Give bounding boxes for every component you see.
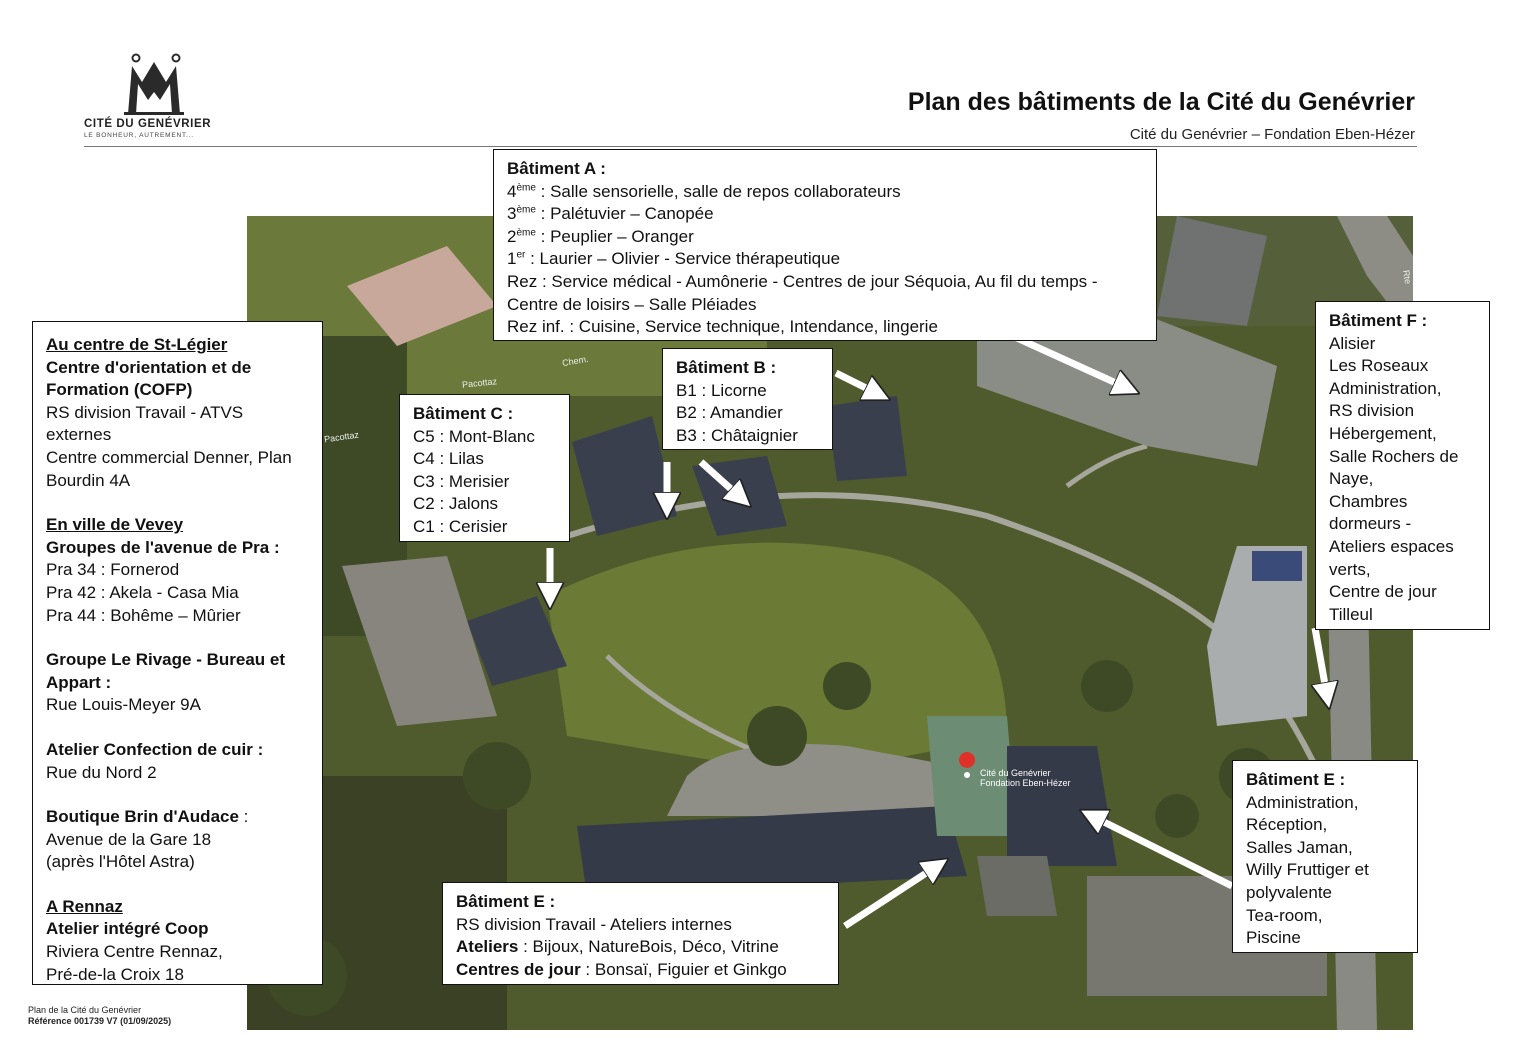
s6-line1: Riviera Centre Rennaz,	[46, 942, 223, 962]
s3-line1: Rue Louis-Meyer 9A	[46, 695, 201, 715]
bat-f-line: Les Roseaux	[1329, 356, 1429, 376]
s4-heading: Atelier Confection de cuir :	[46, 739, 264, 759]
bat-c-item: C1 : Cerisier	[413, 516, 508, 536]
bat-e-right-line: Salles Jaman,	[1246, 837, 1353, 857]
s1-line2: Centre commercial Denner, Plan Bourdin 4A	[46, 447, 292, 490]
bat-c-item: C3 : Merisier	[413, 471, 510, 491]
page-subtitle: Cité du Genévrier – Fondation Eben-Hézer	[1129, 126, 1415, 143]
s2-line1: Pra 34 : Fornerod	[46, 560, 180, 580]
bat-f-line: Centre de jour	[1329, 582, 1437, 602]
s4-line1: Rue du Nord 2	[46, 762, 157, 782]
batiment-e-bottom-label	[442, 882, 839, 985]
logo	[84, 52, 224, 144]
bat-c-item: C4 : Lilas	[413, 449, 484, 469]
s1-subheading: Centre d'orientation et de Formation (COFP)	[46, 357, 252, 400]
bat-a-floor2: 2ème : Peuplier – Oranger	[507, 226, 694, 246]
batiment-a-label	[493, 149, 1157, 341]
bat-f-line: verts,	[1329, 559, 1371, 579]
s5-colon: :	[238, 807, 249, 827]
s5-line2: (après l'Hôtel Astra)	[46, 852, 195, 872]
bat-f-line: Chambres	[1329, 491, 1408, 511]
footer-reference: Référence 001739 V7 (01/09/2025)	[28, 1016, 172, 1026]
footer-line1: Plan de la Cité du Genévrier	[28, 1005, 142, 1015]
bat-e-right-line: polyvalente	[1246, 882, 1333, 902]
bat-e-bottom-ateliers: Ateliers : Bijoux, NatureBois, Déco, Vitrine	[456, 937, 779, 957]
logo-tagline: LE BONHEUR, AUTREMENT...	[84, 132, 194, 139]
bat-a-floor4: 4ème : Salle sensorielle, salle de repos collaborateurs	[507, 181, 901, 201]
bat-e-bottom-heading: Bâtiment E :	[456, 892, 556, 911]
s1-line1: RS division Travail - ATVS externes	[46, 402, 244, 445]
batiment-b-label	[662, 348, 833, 450]
bat-a-rez-inf: Rez inf. : Cuisine, Service technique, Intendance, lingerie	[507, 317, 938, 337]
s1-heading: Au centre de St-Légier	[46, 335, 228, 354]
bat-e-bottom-line1: RS division Travail - Ateliers internes	[456, 914, 732, 934]
s6-heading: A Rennaz	[46, 896, 123, 916]
s5-heading-row	[46, 806, 309, 829]
bat-f-line: Administration,	[1329, 378, 1442, 398]
bat-e-right-line: Réception,	[1246, 815, 1328, 835]
map-pin-label	[980, 768, 1071, 788]
bat-e-bottom-centres: Centres de jour : Bonsaï, Figuier et Ginkgo	[456, 959, 787, 979]
page-title: Plan des bâtiments de la Cité du Genévrier	[907, 88, 1415, 116]
bat-a-rez: Rez : Service médical - Aumônerie - Centres de jour Séquoia, Au fil du temps - Centre de loisirs – Salle Pléiades	[507, 271, 1098, 314]
bat-b-item: B1 : Licorne	[676, 380, 767, 400]
batiment-e-right-label	[1232, 760, 1418, 953]
batiment-c-label	[399, 394, 570, 542]
s5-heading: Boutique Brin d'Audace	[46, 807, 239, 827]
bat-b-item: B2 : Amandier	[676, 403, 783, 423]
road-label-pacottaz-2: Pacottaz	[323, 429, 360, 445]
road-label-rte: Rte	[1400, 269, 1414, 285]
bat-f-line: dormeurs -	[1329, 514, 1412, 534]
road-label-chem: Chem.	[561, 353, 590, 369]
bat-f-line: RS division	[1329, 401, 1415, 421]
bat-f-line: Salle Rochers de	[1329, 446, 1459, 466]
logo-name: CITÉ DU GENÉVRIER	[84, 118, 212, 130]
s2-line2: Pra 42 : Akela - Casa Mia	[46, 582, 239, 602]
batiment-f-label	[1315, 301, 1490, 630]
bat-f-heading: Bâtiment F :	[1329, 311, 1428, 330]
bat-c-heading: Bâtiment C :	[413, 404, 514, 423]
bat-c-item: C5 : Mont-Blanc	[413, 426, 535, 446]
bat-e-right-heading: Bâtiment E :	[1246, 770, 1346, 789]
s5-line1: Avenue de la Gare 18	[46, 829, 212, 849]
bat-b-item: B3 : Châtaignier	[676, 425, 798, 445]
bat-e-right-line: Piscine	[1246, 928, 1301, 948]
bat-a-floor3: 3ème : Palétuvier – Canopée	[507, 204, 714, 224]
bat-a-heading: Bâtiment A :	[507, 159, 606, 178]
bat-f-line: Naye,	[1329, 469, 1374, 489]
s6-subheading: Atelier intégré Coop	[46, 919, 209, 939]
footer	[28, 1005, 171, 1027]
offsite-locations-panel	[32, 321, 323, 985]
s6-line2: Pré-de-la Croix 18	[46, 964, 184, 984]
pin-label-line1: Cité du Genévrier	[980, 768, 1051, 778]
bat-f-line: Hébergement,	[1329, 423, 1437, 443]
s2-line3: Pra 44 : Bohême – Mûrier	[46, 605, 241, 625]
bat-a-floor1: 1er : Laurier – Olivier - Service thérapeutique	[507, 249, 841, 269]
s2-heading: En ville de Vevey	[46, 515, 184, 535]
bat-e-right-line: Administration,	[1246, 792, 1359, 812]
logo-figure-icon	[84, 52, 224, 118]
bat-f-line: Ateliers espaces	[1329, 536, 1454, 556]
bat-f-line: Tilleul	[1329, 604, 1373, 624]
bat-e-right-line: Tea-room,	[1246, 905, 1323, 925]
road-label-pacottaz: Pacottaz	[461, 376, 498, 390]
bat-c-item: C2 : Jalons	[413, 494, 499, 514]
bat-e-right-line: Willy Fruttiger et	[1246, 860, 1369, 880]
s2-subheading: Groupes de l'avenue de Pra :	[46, 537, 280, 557]
pin-label-line2: Fondation Eben-Hézer	[980, 778, 1071, 788]
bat-f-line: Alisier	[1329, 333, 1376, 353]
header-divider	[84, 146, 1417, 147]
s3-heading: Groupe Le Rivage - Bureau et Appart :	[46, 650, 285, 692]
bat-b-heading: Bâtiment B :	[676, 358, 777, 377]
